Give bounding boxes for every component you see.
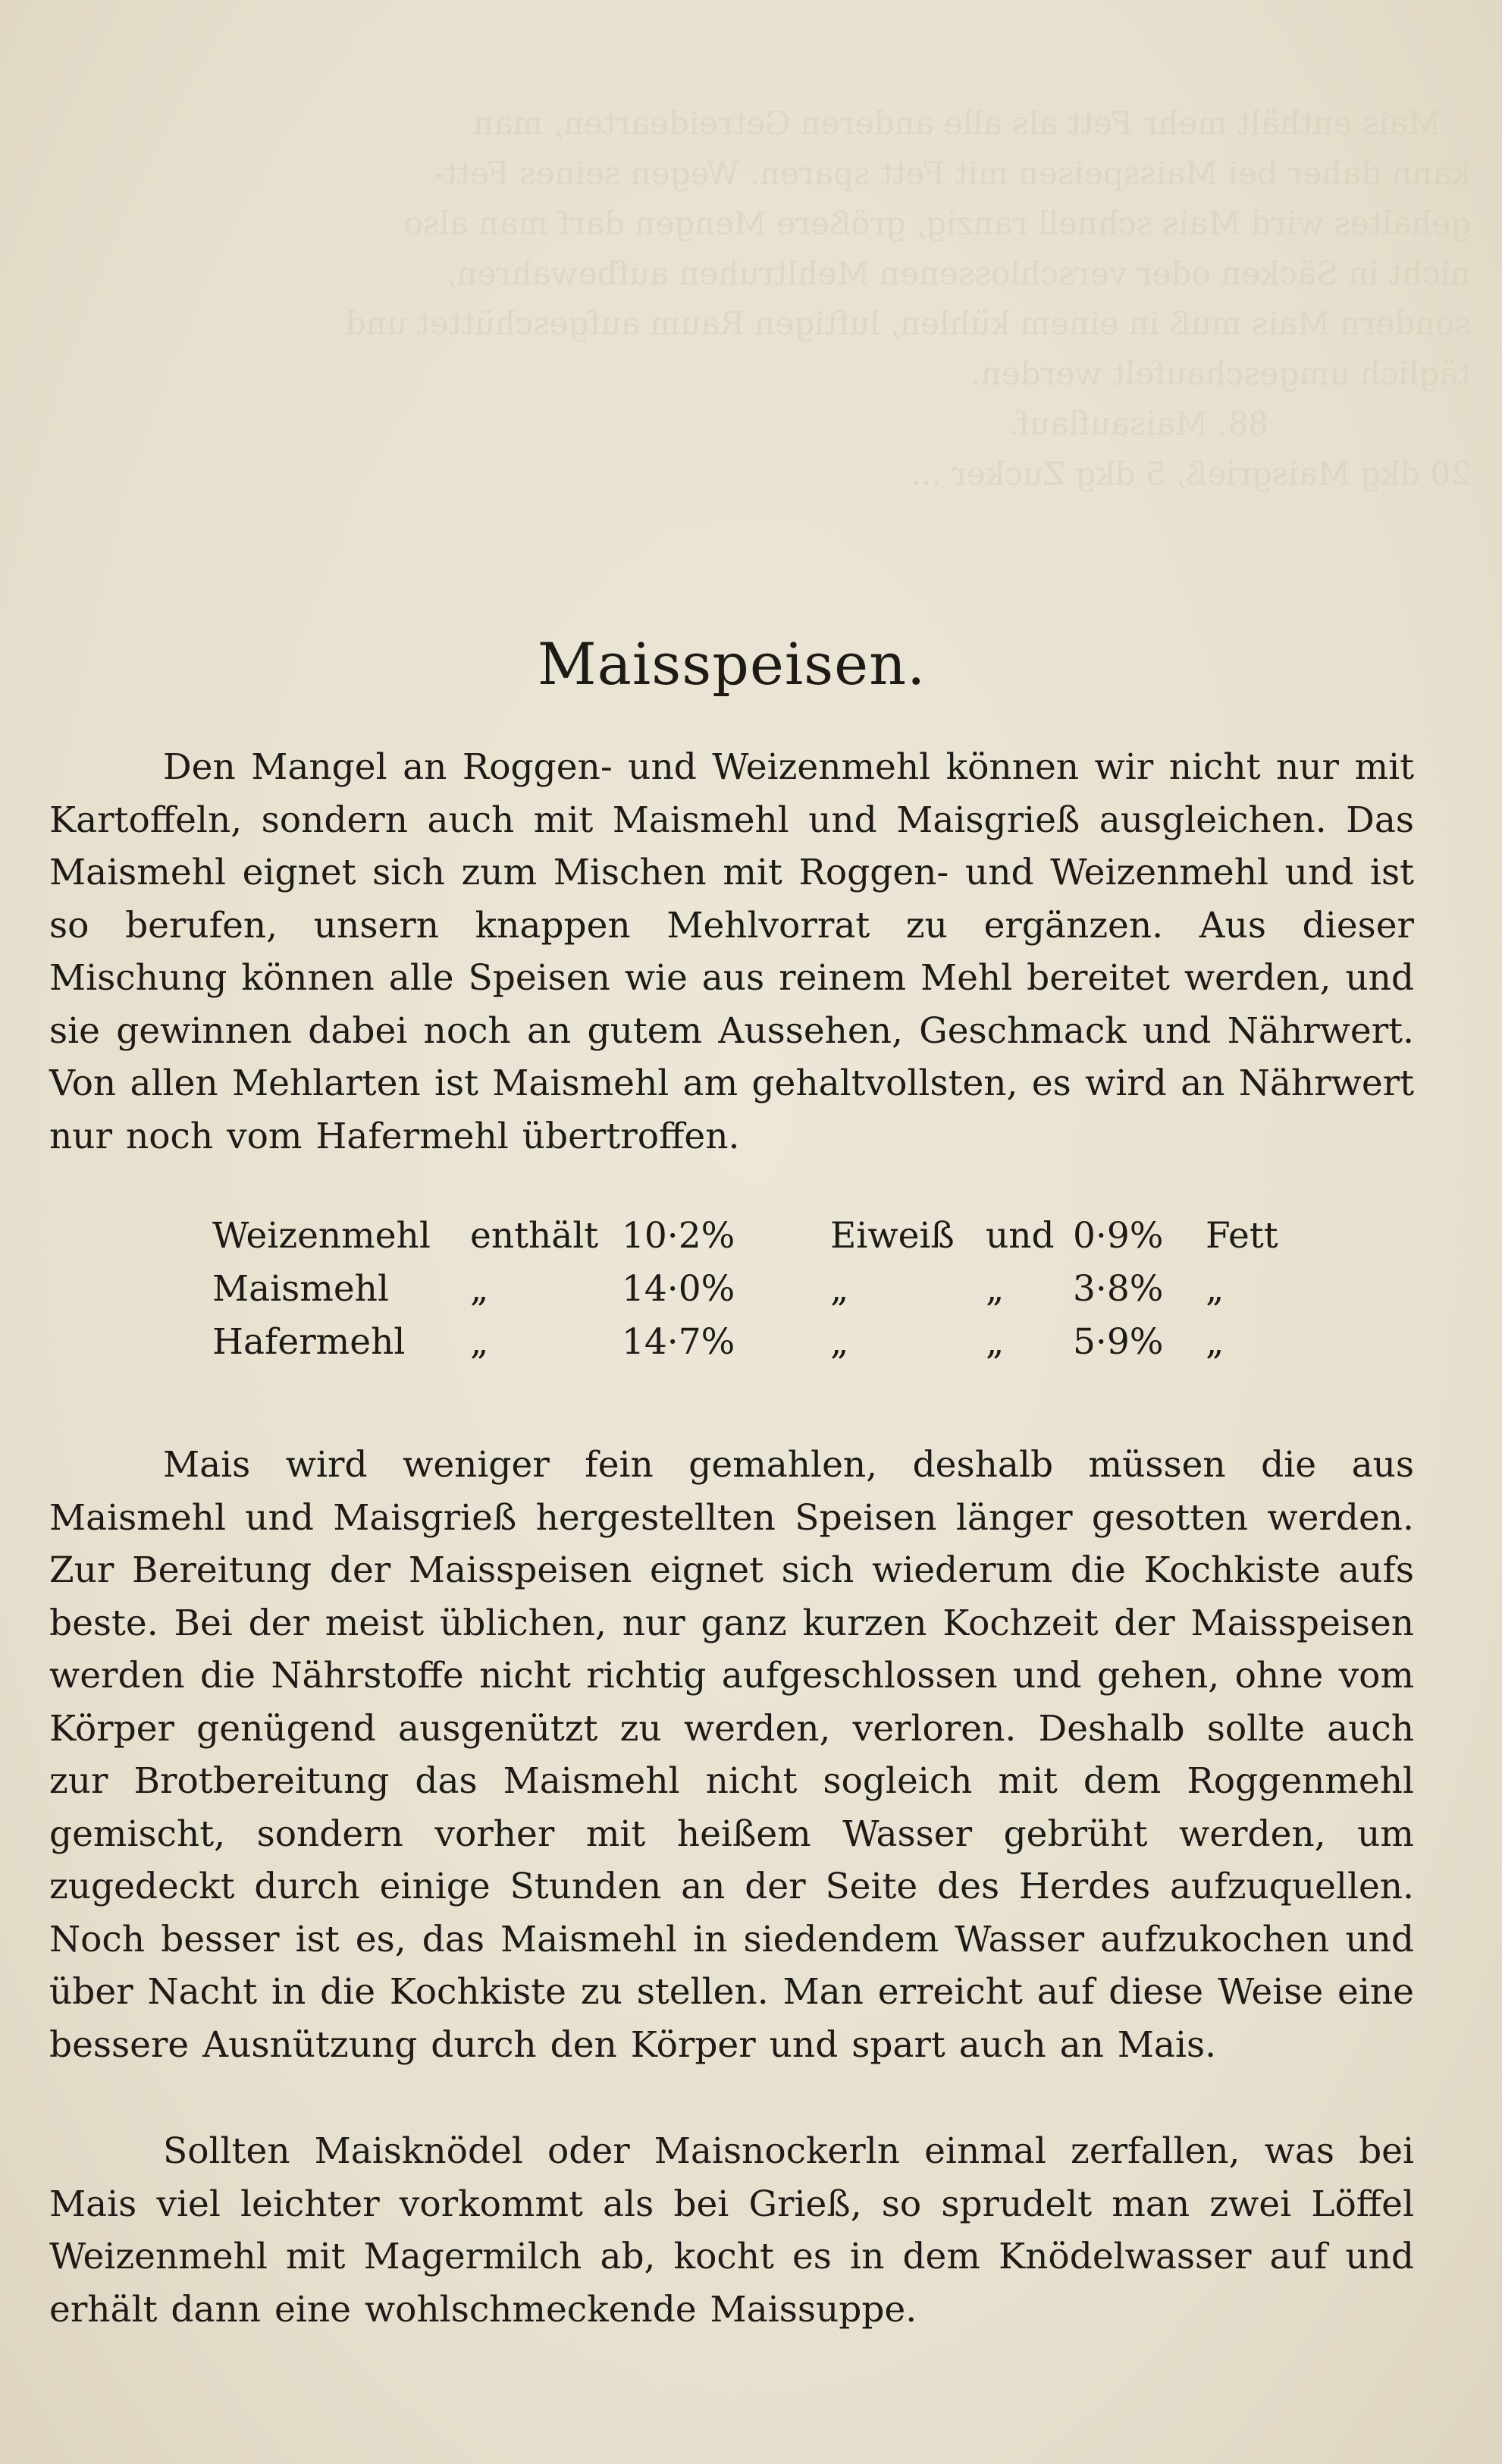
table-cell-fat: 5·9% [1073, 1321, 1164, 1363]
paragraph-intro: Den Mangel an Roggen- und Weizenmehl können wir nicht nur mit Kartoffeln, sondern auch mit Maismehl und Maisgrieß ausgleichen. Das Maismehl eignet sich zum Mischen mit Roggen- und Weizenmehl und ist so berufen, unsern knappen Mehlvorrat zu ergänzen. Aus dieser Mischung können alle Speisen wie aus reinem Mehl bereitet werden, und sie gewinnen dabei noch an gutem Aussehen, Geschmack und Nährwert. Von allen Mehlarten ist Maismehl am gehaltvollsten, es wird an Nährwert nur noch vom Hafermehl übertroffen. [49, 746, 1414, 1157]
table-cell-fat-label: Fett [1206, 1215, 1278, 1257]
page-title: Maisspeisen. [537, 629, 927, 698]
table-cell-verb: „ [470, 1268, 489, 1310]
table-cell-fat: 3·8% [1073, 1268, 1164, 1310]
table-cell-fat-label: „ [1206, 1268, 1224, 1310]
table-cell-name: Weizenmehl [212, 1215, 431, 1257]
table-cell-and: „ [986, 1268, 1005, 1310]
table-cell-protein: 14·0% [622, 1268, 735, 1310]
table-cell-verb: „ [470, 1321, 489, 1363]
table-cell-protein: 14·7% [622, 1321, 735, 1363]
show-through-bleed: Mais enthält mehr Fett als alle anderen Getreidearten, man kann daher bei Maisspeisen mit Fett sparen. Wegen seines Fett- gehaltes wird Mais schnell ranzig, größere Mengen darf man also nicht in Säcken oder verschlossenen Mehltruhen aufbewahren, sondern Mais muß in einem kühlen, luftigen Raum aufgeschüttet und täglich umgeschaufelt werden. 88. Maisauflauf. 20 dkg Maisgrieß, 5 dkg Zucker ... [345, 105, 1471, 492]
paragraph-preparation: Mais wird weniger fein gemahlen, deshalb müssen die aus Maismehl und Maisgrieß hergestellten Speisen länger gesotten werden. Zur Bereitung der Maisspeisen eignet sich wiederum die Kochkiste aufs beste. Bei der meist üblichen, nur ganz kurzen Kochzeit der Maisspeisen werden die Nährstoffe nicht richtig aufgeschlossen und gehen, ohne vom Körper genügend ausgenützt zu werden, verloren. Deshalb sollte auch zur Brotbereitung das Maismehl nicht sogleich mit dem Roggenmehl gemischt, sondern vorher mit heißem Wasser gebrüht werden, um zugedeckt durch einige Stunden an der Seite des Herdes aufzuquellen. Noch besser ist es, das Maismehl in siedendem Wasser aufzukochen und über Nacht in die Kochkiste zu stellen. Man erreicht auf diese Weise eine bessere Ausnützung durch den Körper und spart auch an Mais. [49, 1444, 1414, 2066]
table-cell-fat: 0·9% [1073, 1215, 1164, 1257]
table-cell-and: „ [986, 1321, 1005, 1363]
table-cell-name: Maismehl [212, 1268, 389, 1310]
table-cell-and: und [986, 1215, 1055, 1257]
paragraph-tip: Sollten Maisknödel oder Maisnockerln einmal zerfallen, was bei Mais viel leichter vorkommt als bei Grieß, so sprudelt man zwei Löffel Weizenmehl mit Magermilch ab, kocht es in dem Knödelwasser auf und erhält dann eine wohlschmeckende Maissuppe. [49, 2130, 1414, 2331]
table-cell-fat-label: „ [1206, 1321, 1224, 1363]
table-cell-protein-label: „ [830, 1268, 849, 1310]
table-cell-verb: enthält [470, 1215, 599, 1257]
table-cell-protein: 10·2% [622, 1215, 735, 1257]
table-cell-protein-label: „ [830, 1321, 849, 1363]
table-cell-protein-label: Eiweiß [830, 1215, 955, 1257]
table-cell-name: Hafermehl [212, 1321, 406, 1363]
